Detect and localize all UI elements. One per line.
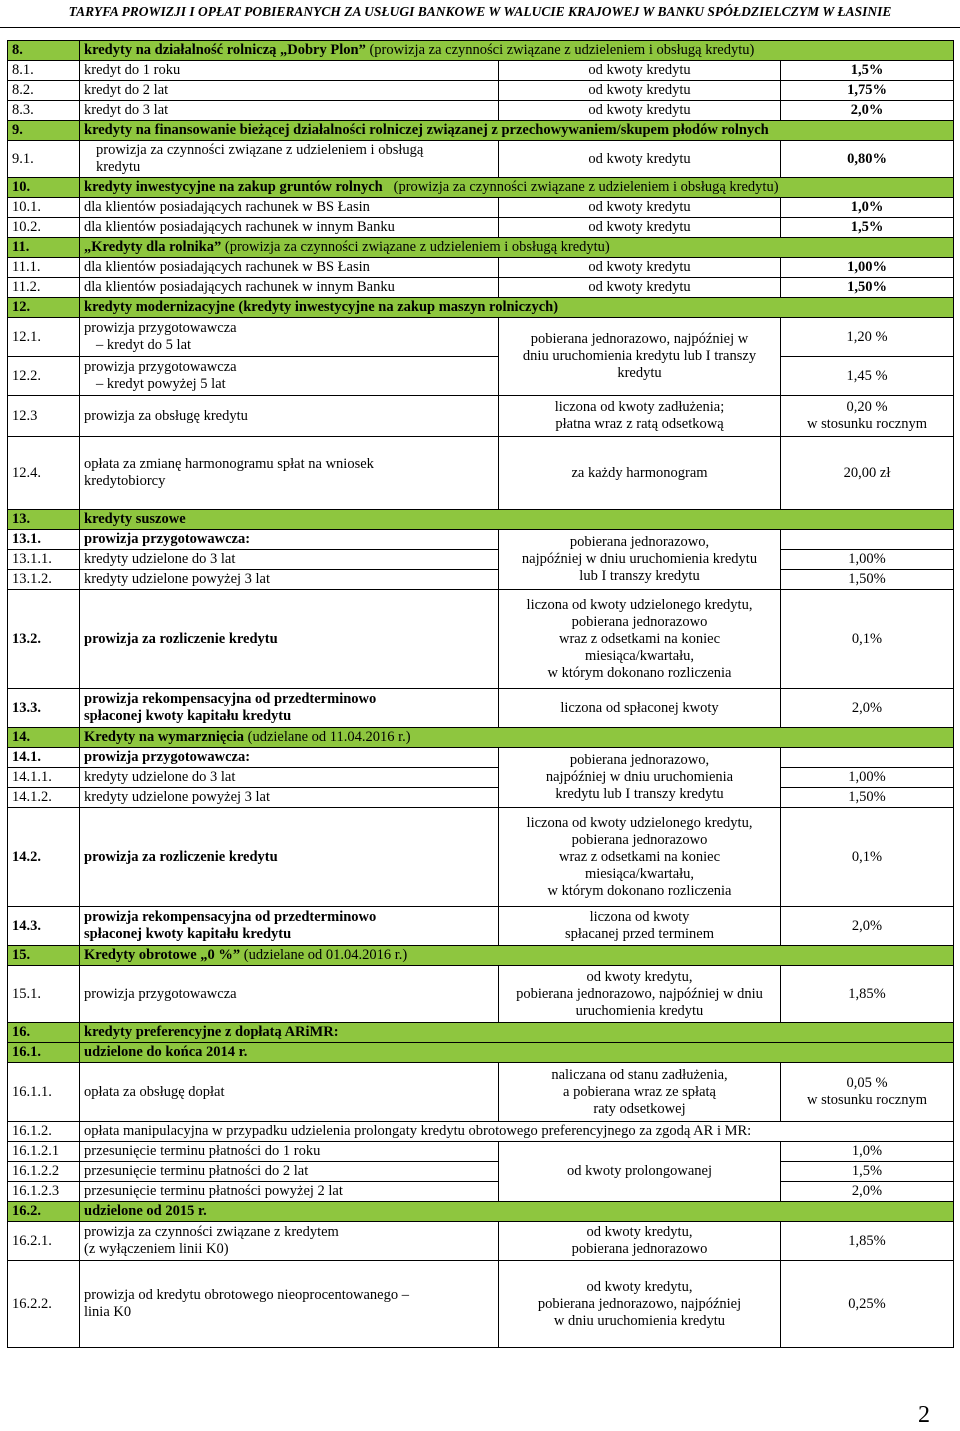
section-title: [80, 728, 954, 748]
row-description: kredyty udzielone do 3 lat: [80, 768, 499, 788]
row-description: prowizja przygotowawcza:: [80, 748, 499, 768]
row-number: 11.1.: [8, 258, 80, 278]
row-description-line: spłaconej kwoty kapitału kredytu: [84, 926, 292, 942]
row-number: 16.1.1.: [8, 1063, 80, 1122]
row-description-line: prowizja przygotowawcza: [84, 320, 237, 336]
section-row-10: [8, 178, 954, 198]
row-basis-line: kredytu lub I transzy kredytu: [555, 786, 724, 802]
row-basis: [499, 748, 781, 808]
row-rate: 1,0%: [781, 198, 954, 218]
row-rate: 1,85%: [781, 966, 954, 1023]
row-rate: 2,0%: [781, 689, 954, 728]
row-rate: 0,80%: [781, 141, 954, 178]
row-basis-line: liczona od kwoty zadłużenia;: [554, 399, 725, 415]
section-row-13: [8, 510, 954, 530]
row-basis-line: lub I transzy kredytu: [579, 568, 700, 584]
row-rate: 1,85%: [781, 1222, 954, 1261]
row-rate: 1,50%: [781, 278, 954, 298]
row-description: prowizja przygotowawcza:: [80, 530, 499, 550]
row-description: dla klientów posiadających rachunek w innym Banku: [80, 278, 499, 298]
row-description-line: prowizja za czynności związane z udzieleniem i obsługą: [96, 142, 424, 158]
row-rate: 2,0%: [781, 101, 954, 121]
row-number: 12.1.: [8, 318, 80, 357]
row-rate: 1,00%: [781, 258, 954, 278]
row-basis: od kwoty kredytu: [499, 61, 781, 81]
row-rate: 0,1%: [781, 590, 954, 689]
table-row: [8, 1261, 954, 1348]
row-description-line: kredytu: [96, 159, 141, 175]
row-basis: od kwoty kredytu: [499, 141, 781, 178]
section-title: kredyty modernizacyjne (kredyty inwestycyjne na zakup maszyn rolniczych): [80, 298, 954, 318]
row-description: [80, 357, 499, 396]
row-number: 14.1.: [8, 748, 80, 768]
row-rate: 1,5%: [781, 61, 954, 81]
table-row: [8, 1222, 954, 1261]
row-number: 12.3: [8, 396, 80, 437]
row-basis-line: liczona od kwoty udzielonego kredytu,: [526, 596, 753, 613]
row-number: 14.1.1.: [8, 768, 80, 788]
row-description: przesunięcie terminu płatności do 1 roku: [80, 1142, 499, 1162]
table-row: [8, 1142, 954, 1162]
row-basis-line: od kwoty kredytu,: [586, 1278, 693, 1295]
row-basis: [499, 808, 781, 907]
table-row: [8, 768, 954, 788]
row-number: 12.2.: [8, 357, 80, 396]
row-basis-line: w którym dokonano rozliczenia: [547, 664, 732, 681]
row-description-line: – kredyt powyżej 5 lat: [96, 376, 226, 392]
section-title: [80, 41, 954, 61]
row-number: 13.1.: [8, 530, 80, 550]
row-rate: 1,50%: [781, 788, 954, 808]
row-number: 14.1.2.: [8, 788, 80, 808]
row-basis: [499, 396, 781, 437]
row-number: 11.: [8, 238, 80, 258]
section-row-14: [8, 728, 954, 748]
table-row: [8, 590, 954, 689]
section-row-12: [8, 298, 954, 318]
row-rate-line: 0,20 %: [846, 399, 888, 415]
table-row: [8, 1063, 954, 1122]
row-basis-line: od kwoty kredytu,: [586, 1224, 693, 1240]
row-rate-line: w stosunku rocznym: [807, 1092, 928, 1108]
row-basis: [499, 966, 781, 1023]
row-number: 13.1.1.: [8, 550, 80, 570]
row-number: 14.3.: [8, 907, 80, 946]
row-number: 16.2.2.: [8, 1261, 80, 1348]
row-basis: od kwoty kredytu: [499, 218, 781, 238]
table-row: [8, 396, 954, 437]
row-basis-line: pobierana jednorazowo, najpóźniej: [537, 1295, 742, 1312]
row-number: 16.1.2.3: [8, 1182, 80, 1202]
table-row: [8, 550, 954, 570]
page-header: TARYFA PROWIZJI I OPŁAT POBIERANYCH ZA USŁUGI BANKOWE W WALUCIE KRAJOWEJ W BANKU SPÓŁDZIELCZYM W ŁASINIE: [0, 0, 960, 28]
row-description-line: kredytobiorcy: [84, 473, 166, 489]
row-rate: 1,0%: [781, 1142, 954, 1162]
table-row: [8, 141, 954, 178]
table-row: [8, 437, 954, 510]
section-note: (udzielane od 11.04.2016 r.): [247, 729, 411, 745]
row-number: 16.1.2.: [8, 1122, 80, 1142]
row-number: 16.1.: [8, 1043, 80, 1063]
row-basis: od kwoty kredytu: [499, 198, 781, 218]
row-rate: 1,5%: [781, 218, 954, 238]
row-description: prowizja za rozliczenie kredytu: [80, 590, 499, 689]
table-row: [8, 530, 954, 550]
row-description-line: prowizja rekompensacyjna od przedterminowo: [84, 691, 377, 707]
row-rate: 1,45 %: [781, 357, 954, 396]
row-basis-line: płatna wraz z ratą odsetkową: [555, 416, 724, 432]
row-basis: od kwoty kredytu: [499, 81, 781, 101]
section-note: (prowizja za czynności związane z udzieleniem i obsługą kredytu): [369, 42, 755, 58]
row-rate: [781, 396, 954, 437]
section-title-text: kredyty inwestycyjne na zakup gruntów rolnych: [84, 179, 383, 195]
row-basis-line: w dniu uruchomienia kredytu: [553, 1312, 726, 1329]
row-basis: [499, 590, 781, 689]
row-number: 15.: [8, 946, 80, 966]
row-description: dla klientów posiadających rachunek w innym Banku: [80, 218, 499, 238]
section-row-9: [8, 121, 954, 141]
row-basis: [499, 1261, 781, 1348]
row-number: 16.: [8, 1023, 80, 1043]
section-row-16-1: [8, 1043, 954, 1063]
row-basis-line: wraz z odsetkami na koniec: [558, 630, 721, 647]
table-row: [8, 101, 954, 121]
row-basis: [499, 907, 781, 946]
row-description: [80, 907, 499, 946]
row-description-line: – kredyt do 5 lat: [96, 337, 192, 353]
row-basis-line: spłacanej przed terminem: [565, 926, 714, 942]
row-basis-line: najpóźniej w dniu uruchomienia kredytu: [521, 551, 758, 567]
table-row: [8, 318, 954, 357]
row-number: 14.2.: [8, 808, 80, 907]
row-basis-line: w którym dokonano rozliczenia: [547, 882, 732, 899]
row-number: 13.: [8, 510, 80, 530]
row-basis: od kwoty kredytu: [499, 258, 781, 278]
row-description: prowizja przygotowawcza: [80, 966, 499, 1023]
row-description: przesunięcie terminu płatności powyżej 2 lat: [80, 1182, 499, 1202]
row-description-line: (z wyłączeniem linii K0): [84, 1241, 229, 1257]
row-description: dla klientów posiadających rachunek w BS Łasin: [80, 198, 499, 218]
table-row: [8, 1182, 954, 1202]
row-basis-line: pobierana jednorazowo,: [569, 534, 710, 550]
row-description: kredyt do 3 lat: [80, 101, 499, 121]
row-number: 8.: [8, 41, 80, 61]
row-rate: 20,00 zł: [781, 437, 954, 510]
row-number: 16.2.1.: [8, 1222, 80, 1261]
section-note: (prowizja za czynności związane z udzieleniem i obsługą kredytu): [393, 179, 779, 195]
row-basis-line: miesiąca/kwartału,: [584, 647, 695, 664]
row-description-line: prowizja rekompensacyjna od przedterminowo: [84, 909, 377, 925]
row-number: 16.1.2.2: [8, 1162, 80, 1182]
row-basis-line: dniu uruchomienia kredytu lub I transzy: [522, 348, 757, 364]
table-row: [8, 907, 954, 946]
section-row-16: [8, 1023, 954, 1043]
section-row-15: [8, 946, 954, 966]
row-basis: za każdy harmonogram: [499, 437, 781, 510]
section-title-text: kredyty na działalność rolniczą „Dobry Plon”: [84, 42, 366, 58]
section-title: kredyty na finansowanie bieżącej działalności rolniczej związanej z przechowywaniem/skupem płodów rolnych: [80, 121, 954, 141]
table-row: [8, 570, 954, 590]
row-number: 13.2.: [8, 590, 80, 689]
row-number: 11.2.: [8, 278, 80, 298]
section-row-8: [8, 41, 954, 61]
row-basis-line: pobierana jednorazowo, najpóźniej w dniu: [516, 985, 763, 1002]
table-row: [8, 278, 954, 298]
row-basis-line: miesiąca/kwartału,: [584, 865, 695, 882]
table-row: [8, 966, 954, 1023]
table-row: [8, 357, 954, 396]
row-basis-line: od kwoty kredytu,: [586, 968, 693, 985]
row-basis-line: a pobierana wraz ze spłatą: [563, 1083, 716, 1100]
row-basis: [499, 1063, 781, 1122]
table-row: [8, 81, 954, 101]
table-row: [8, 788, 954, 808]
section-row-11: [8, 238, 954, 258]
row-number: 16.2.: [8, 1202, 80, 1222]
tariff-table: [7, 40, 954, 1348]
row-rate: 1,20 %: [781, 318, 954, 357]
row-number: 8.3.: [8, 101, 80, 121]
row-basis-line: kredytu: [617, 365, 662, 381]
row-rate-line: 0,05 %: [846, 1075, 888, 1091]
row-basis-line: pobierana jednorazowo,: [569, 752, 710, 768]
section-title-text: Kredyty na wymarznięcia: [84, 729, 245, 745]
row-rate: [781, 1063, 954, 1122]
row-basis-line: raty odsetkowej: [593, 1100, 686, 1117]
section-title: kredyty preferencyjne z dopłatą ARiMR:: [80, 1023, 954, 1043]
table-row: [8, 808, 954, 907]
row-number: 16.1.2.1: [8, 1142, 80, 1162]
row-basis-line: wraz z odsetkami na koniec: [558, 848, 721, 865]
table-row: [8, 1162, 954, 1182]
row-number: 8.1.: [8, 61, 80, 81]
row-number: 12.4.: [8, 437, 80, 510]
row-rate: [781, 530, 954, 550]
row-rate: 0,25%: [781, 1261, 954, 1348]
row-number: 12.: [8, 298, 80, 318]
row-rate: 2,0%: [781, 1182, 954, 1202]
row-description-line: prowizja przygotowawcza: [84, 359, 237, 375]
row-description: kredyty udzielone powyżej 3 lat: [80, 570, 499, 590]
row-number: 13.3.: [8, 689, 80, 728]
row-rate: 0,1%: [781, 808, 954, 907]
table-row: [8, 198, 954, 218]
row-basis: od kwoty kredytu: [499, 101, 781, 121]
row-rate-line: w stosunku rocznym: [807, 416, 928, 432]
row-description: [80, 1222, 499, 1261]
row-description: kredyty udzielone powyżej 3 lat: [80, 788, 499, 808]
row-description-line: opłata za zmianę harmonogramu spłat na wniosek: [84, 456, 374, 472]
row-description: kredyt do 1 roku: [80, 61, 499, 81]
row-number: 10.: [8, 178, 80, 198]
row-basis: od kwoty prolongowanej: [499, 1142, 781, 1202]
row-rate: [781, 748, 954, 768]
section-title: udzielone od 2015 r.: [80, 1202, 954, 1222]
section-title: [80, 178, 954, 198]
row-rate: 1,75%: [781, 81, 954, 101]
row-description: kredyt do 2 lat: [80, 81, 499, 101]
row-number: 8.2.: [8, 81, 80, 101]
row-description: dla klientów posiadających rachunek w BS Łasin: [80, 258, 499, 278]
row-basis-line: pobierana jednorazowo: [571, 831, 708, 848]
row-description-line: linia K0: [84, 1304, 132, 1320]
row-number: 9.: [8, 121, 80, 141]
row-basis-line: naliczana od stanu zadłużenia,: [551, 1066, 728, 1083]
row-number: 10.1.: [8, 198, 80, 218]
row-rate: 1,00%: [781, 550, 954, 570]
table-row: [8, 748, 954, 768]
row-number: 14.: [8, 728, 80, 748]
row-number: 15.1.: [8, 966, 80, 1023]
row-rate: 2,0%: [781, 907, 954, 946]
row-basis-line: pobierana jednorazowo: [571, 1241, 708, 1257]
row-rate: 1,5%: [781, 1162, 954, 1182]
row-basis: [499, 1222, 781, 1261]
row-rate: 1,50%: [781, 570, 954, 590]
row-description: [80, 318, 499, 357]
row-description-line: prowizja od kredytu obrotowego nieoprocentowanego –: [84, 1287, 409, 1303]
row-description: przesunięcie terminu płatności do 2 lat: [80, 1162, 499, 1182]
row-rate: 1,00%: [781, 768, 954, 788]
row-description: [80, 1261, 499, 1348]
row-basis: liczona od spłaconej kwoty: [499, 689, 781, 728]
row-basis-line: najpóźniej w dniu uruchomienia: [545, 769, 734, 785]
row-basis: [499, 318, 781, 396]
section-title: [80, 238, 954, 258]
row-basis-line: uruchomienia kredytu: [575, 1002, 704, 1019]
table-row: [8, 258, 954, 278]
row-basis-line: liczona od kwoty: [589, 909, 690, 925]
section-row-16-2: [8, 1202, 954, 1222]
row-description: kredyty udzielone do 3 lat: [80, 550, 499, 570]
row-basis: od kwoty kredytu: [499, 278, 781, 298]
row-number: 10.2.: [8, 218, 80, 238]
row-basis-line: pobierana jednorazowo, najpóźniej w: [530, 331, 749, 347]
table-row: [8, 218, 954, 238]
row-description: [80, 141, 499, 178]
section-title: [80, 946, 954, 966]
table-row: [8, 1122, 954, 1142]
section-title-text: Kredyty obrotowe „0 %”: [84, 947, 241, 963]
section-title: kredyty suszowe: [80, 510, 954, 530]
row-number: 9.1.: [8, 141, 80, 178]
row-description: opłata manipulacyjna w przypadku udzielenia prolongaty kredytu obrotowego preferencyjnego za zgodą AR i MR:: [80, 1122, 954, 1142]
row-description: prowizja za rozliczenie kredytu: [80, 808, 499, 907]
row-description-line: prowizja za czynności związane z kredytem: [84, 1224, 339, 1240]
section-title-text: „Kredyty dla rolnika”: [84, 239, 222, 255]
row-description: prowizja za obsługę kredytu: [80, 396, 499, 437]
row-basis-line: liczona od kwoty udzielonego kredytu,: [526, 814, 753, 831]
row-description: [80, 437, 499, 510]
row-description: opłata za obsługę dopłat: [80, 1063, 499, 1122]
row-number: 13.1.2.: [8, 570, 80, 590]
section-note: (prowizja za czynności związane z udzieleniem i obsługą kredytu): [224, 239, 610, 255]
table-row: [8, 61, 954, 81]
row-description-line: spłaconej kwoty kapitału kredytu: [84, 708, 292, 724]
row-basis: [499, 530, 781, 590]
row-basis-line: pobierana jednorazowo: [571, 613, 708, 630]
row-description: [80, 689, 499, 728]
page-number: 2: [918, 1402, 930, 1428]
table-row: [8, 689, 954, 728]
section-note: (udzielane od 01.04.2016 r.): [243, 947, 408, 963]
section-title: udzielone do końca 2014 r.: [80, 1043, 954, 1063]
